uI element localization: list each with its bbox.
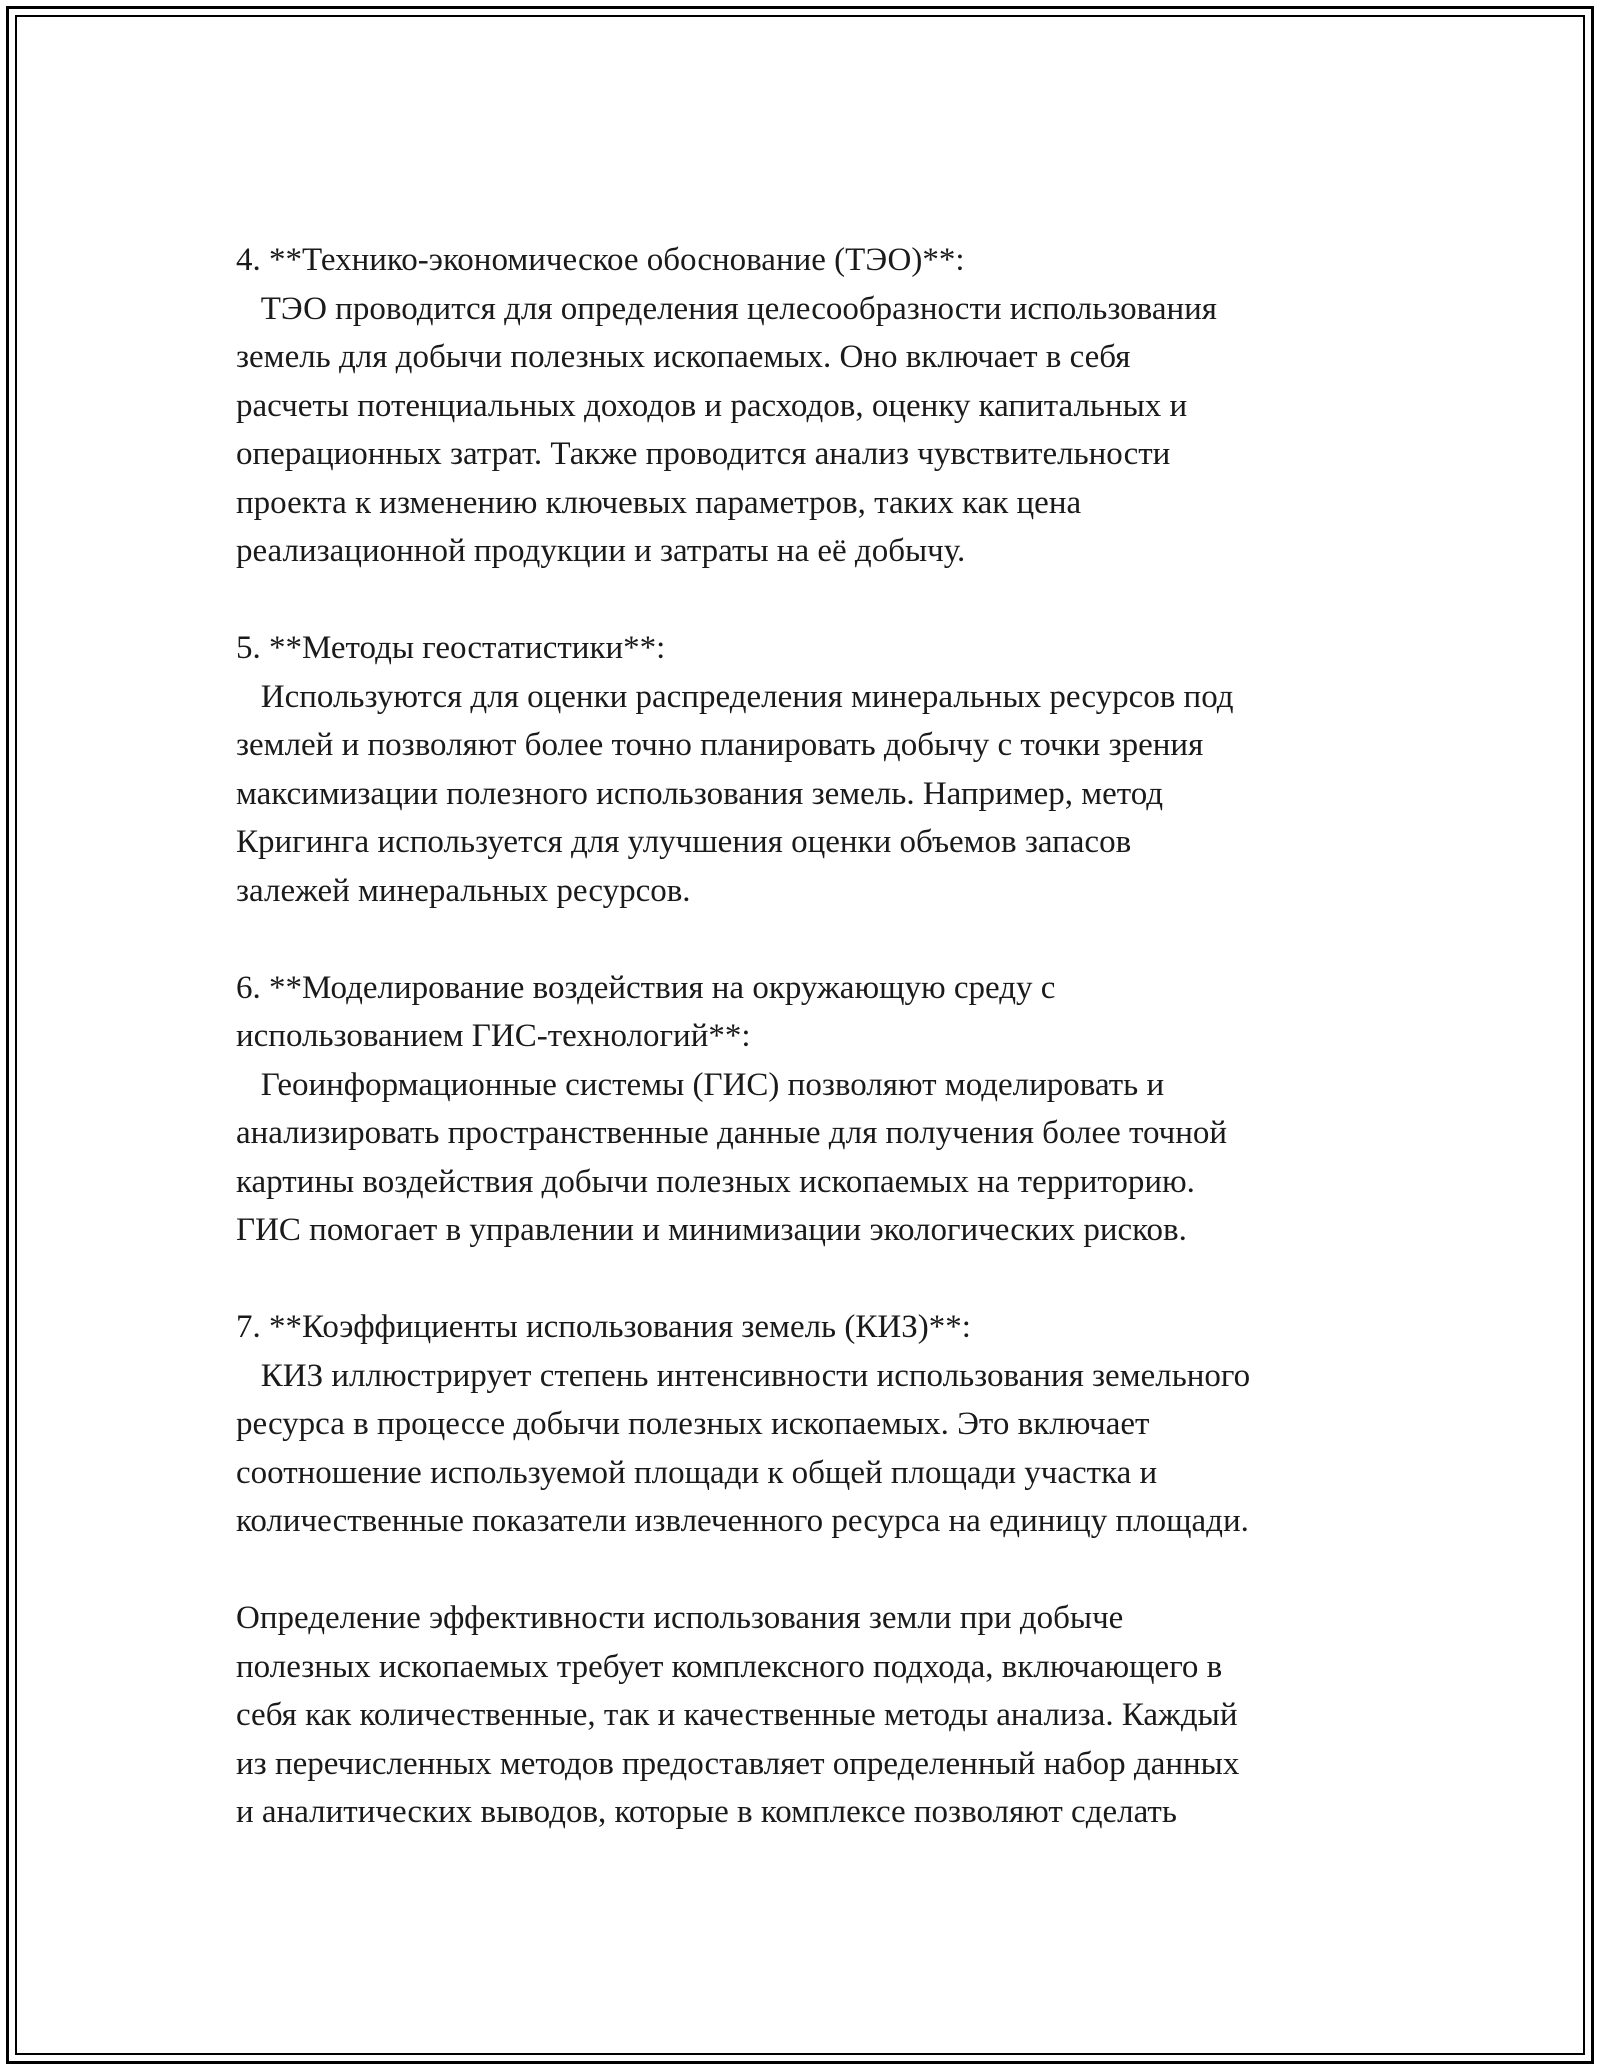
- section-feasibility-study: [236, 236, 1396, 576]
- section-gis-modeling: [236, 964, 1396, 1255]
- section-heading: использованием ГИС-технологий**:: [236, 1018, 751, 1054]
- paragraph-line: расчеты потенциальных доходов и расходов, оценку капитальных и: [236, 387, 1188, 424]
- paragraph-line: реализационной продукции и затраты на её добычу.: [236, 533, 966, 569]
- paragraph-line: КИЗ иллюстрирует степень интенсивности использования земельного: [236, 1357, 1251, 1394]
- paragraph-line: количественные показатели извлеченного ресурса на единицу площади.: [236, 1503, 1249, 1539]
- section-heading: 4. **Технико-экономическое обоснование (ТЭО)**:: [236, 242, 965, 278]
- section-heading: 6. **Моделирование воздействия на окружающую среду с: [236, 969, 1056, 1006]
- paragraph-line: Определение эффективности использования земли при добыче: [236, 1600, 1124, 1636]
- paragraph-line: и аналитических выводов, которые в комплексе позволяют сделать: [236, 1794, 1177, 1830]
- conclusion-paragraph: [236, 1594, 1396, 1837]
- paragraph-line: соотношение используемой площади к общей площади участка и: [236, 1454, 1158, 1491]
- document-body: [236, 236, 1396, 1885]
- paragraph-line: картины воздействия добычи полезных ископаемых на территорию.: [236, 1163, 1195, 1200]
- paragraph-line: Кригинга используется для улучшения оценки объемов запасов: [236, 824, 1132, 860]
- paragraph-line: ГИС помогает в управлении и минимизации экологических рисков.: [236, 1212, 1187, 1248]
- paragraph-line: из перечисленных методов предоставляет определенный набор данных: [236, 1745, 1240, 1782]
- paragraph-line: проекта к изменению ключевых параметров, таких как цена: [236, 484, 1082, 521]
- paragraph-line: ТЭО проводится для определения целесообразности использования: [236, 290, 1217, 327]
- section-heading: 7. **Коэффициенты использования земель (КИЗ)**:: [236, 1309, 971, 1345]
- paragraph-line: землей и позволяют более точно планировать добычу с точки зрения: [236, 727, 1204, 763]
- paragraph-line: максимизации полезного использования земель. Например, метод: [236, 775, 1164, 812]
- paragraph-line: ресурса в процессе добычи полезных ископаемых. Это включает: [236, 1406, 1150, 1442]
- paragraph-line: Используются для оценки распределения минеральных ресурсов под: [236, 678, 1234, 715]
- paragraph-line: земель для добычи полезных ископаемых. Оно включает в себя: [236, 339, 1131, 375]
- paragraph-line: анализировать пространственные данные для получения более точной: [236, 1115, 1228, 1151]
- paragraph-line: операционных затрат. Также проводится анализ чувствительности: [236, 436, 1171, 472]
- section-heading: 5. **Методы геостатистики**:: [236, 630, 666, 666]
- paragraph-line: себя как количественные, так и качественные методы анализа. Каждый: [236, 1697, 1238, 1733]
- section-land-use-coefficients: [236, 1303, 1396, 1546]
- section-geostatistics: [236, 624, 1396, 915]
- paragraph-line: Геоинформационные системы (ГИС) позволяют моделировать и: [236, 1066, 1165, 1103]
- paragraph-line: залежей минеральных ресурсов.: [236, 872, 691, 909]
- paragraph-line: полезных ископаемых требует комплексного подхода, включающего в: [236, 1648, 1223, 1685]
